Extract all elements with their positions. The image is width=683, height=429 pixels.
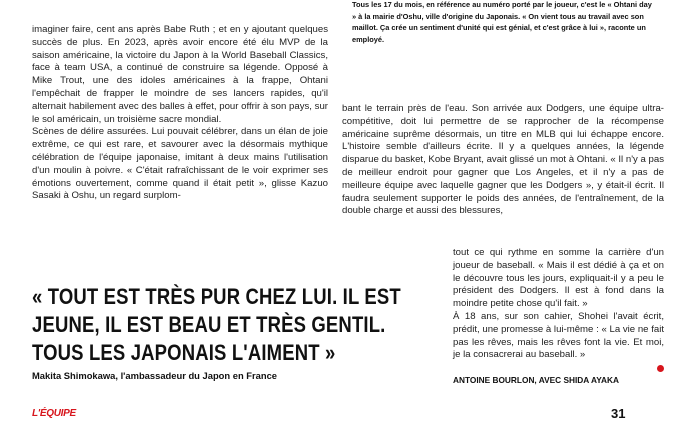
article-column-left: imaginer faire, cent ans après Babe Ruth ; et en y ajoutant quelques succès de plus. En 2023, après avoir encore été élu MVP de la saison américaine, la victoire du Japon à la World Baseball Classics, face à team USA, a continué de construire sa légende. Opposé à Mike Trout, une des idoles américaines à la frappe, Ohtani l'empêchait de frapper le moindre de ses lancers rapides, qu'il alternait habilement avec des balles à effet, pour offrir à son pays, sur le sol américain, un troisième sacre mondial. Scènes de délire assurées. Lui pouvait célébrer, dans un élan de joie extrême, ce qui est rare, et savourer avec la désormais mythique célébration de l'équipe japonaise, imitant à deux mains l'utilisation d'un moulin à poivre. « C'était rafraîchissant de le voir exprimer ses émotions ouvertement, comme quand il était petit », glisse Kazuo Sasaki à Oshu, un regard surplom- [32,24,328,202]
photo-caption: Tous les 17 du mois, en référence au numéro porté par le joueur, c'est le « Ohtani day » à la mairie d'Oshu, ville d'origine du Japonais. « On vient tous au travail avec son maillot. Ça crée un sentiment d'unité qui est génial, et c'est grâce à lui », raconte un employé. [352,0,652,44]
end-mark-dot [657,365,664,372]
pull-quote-attribution: Makita Shimokawa, l'ambassadeur du Japon en France [32,370,278,381]
author-signature: ANTOINE BOURLON, AVEC SHIDA AYAKA [453,375,619,385]
lequipe-logo: L'ÉQUIPE [32,408,76,419]
article-column-right-bottom: tout ce qui rythme en somme la carrière d'un joueur de baseball. « Mais il est dédié à ça et on le découvre tous les jours, expliquait-il y a peu le président des Dodgers. Il est à fond dans la moindre petite chose qu'il fait. » À 18 ans, sur son cahier, Shohei l'avait écrit, prédit, une promesse à lui-même : « La vie ne fait pas les rêves, mais les rêves font la vie. Et moi, je la consacrerai au baseball. » [453,247,664,361]
pull-quote: « TOUT EST TRÈS PUR CHEZ LUI. IL EST JEUNE, IL EST BEAU ET TRÈS GENTIL. TOUS LES JAPONAIS L'AIMENT » [32,284,401,365]
page-number: 31 [611,406,626,421]
article-column-right-top: bant le terrain près de l'eau. Son arrivée aux Dodgers, une équipe ultra-compétitive, doit lui permettre de se rapprocher de la récompense américaine suprême désormais, un titre en MLB qui lui échappe encore. L'histoire semble d'ailleurs écrite. Il y a quelques années, la légende disparue du basket, Kobe Bryant, avait glissé un mot à Ohtani. « Il n'y a pas de meilleur endroit pour gagner que Los Angeles, et il n'y a pas de meilleure équipe avec laquelle gagner que les Dodgers », y était-il écrit. Il faudra seulement supporter le poids des années, de l'entraînement, de la double charge et aussi des blessures, [342,103,664,217]
